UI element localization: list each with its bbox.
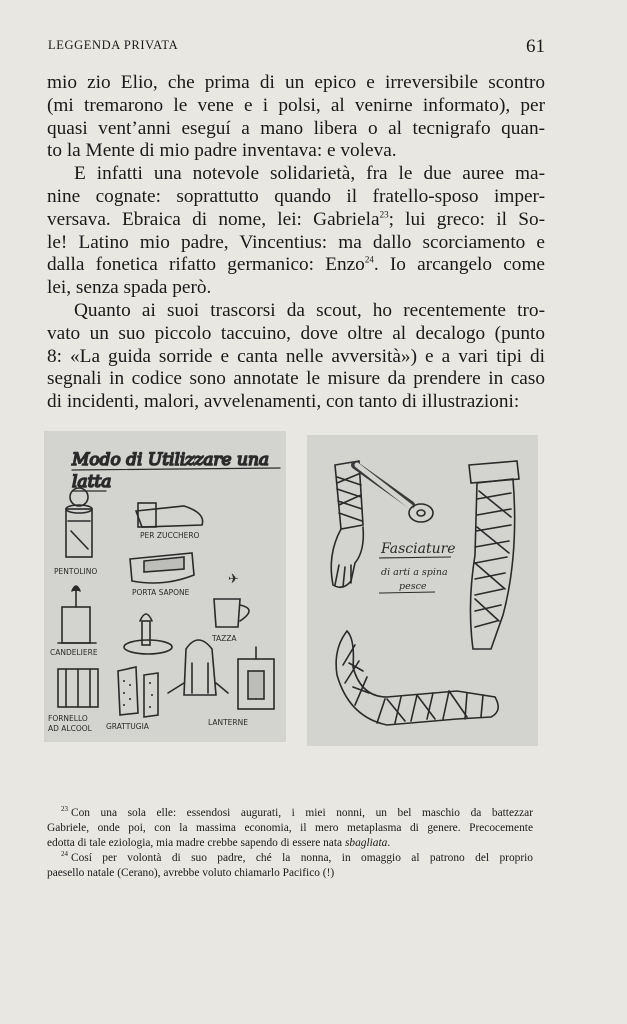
text-line	[47, 254, 545, 277]
text-line: mio zio Elio, che prima di un epico e irreversibile scontro	[47, 72, 545, 93]
text-line: to la Mente di mio padre inventava: e voleva.	[47, 140, 397, 162]
caption-di-arti: di arti a spina	[381, 567, 448, 578]
label-fornello: FORNELLO	[48, 714, 88, 723]
body-text	[47, 72, 545, 414]
text-line: 8: «La guida sorride e canta nelle avversità») e a vari tipi di	[47, 345, 545, 367]
footnote-23	[47, 806, 533, 821]
text-line: segnali in codice sono annotate le misure da prendere in caso	[47, 368, 545, 390]
footnote-text: Con una sola elle: essendosi augurati, i miei nonni, un bel maschio da battezzar	[71, 807, 533, 819]
label-tazza: TAZZA	[212, 634, 237, 643]
footnote-24	[47, 851, 533, 866]
footnote-ref-24[interactable]: 24	[364, 254, 374, 265]
running-title: LEGGENDA PRIVATA	[48, 38, 179, 52]
label-per-zucchero: PER ZUCCHERO	[140, 531, 200, 540]
svg-text:✈: ✈	[228, 571, 239, 586]
footnote-number-24: 24	[61, 850, 68, 859]
label-grattugia: GRATTUGIA	[106, 722, 149, 731]
footnote-ref-23[interactable]: 23	[379, 209, 389, 220]
illustration-bandaging	[307, 435, 538, 746]
footnote-number-23: 23	[61, 805, 68, 814]
figure-title-line2: latta	[72, 472, 112, 492]
text-line: di incidenti, malori, avvelenamenti, con tanto di illustrazioni:	[47, 391, 520, 413]
candlestick-drawing	[62, 607, 90, 643]
tin-can-drawing	[44, 431, 286, 742]
illustration-tin-can-uses	[44, 431, 286, 742]
candle-holder-drawing	[124, 640, 172, 654]
text-line: Quanto ai suoi trascorsi da scout, ho recentemente tro-	[74, 299, 545, 321]
text-line: nine cognate: soprattutto quando il fratello-sposo imper-	[47, 185, 545, 207]
pot-drawing	[66, 509, 92, 557]
grater-drawing	[118, 667, 138, 715]
footnote-text: .	[387, 837, 391, 849]
label-pentolino: PENTOLINO	[54, 567, 98, 576]
label-porta-sapone: PORTA SAPONE	[132, 588, 190, 597]
text-segment: dalla fonetica rifatto germanico: Enzo	[47, 254, 365, 276]
figure-title-line1: Modo di Utilizzare una	[72, 450, 270, 470]
footnote-text: Gabriele, onde poi, con la massima economia, il mero metaplasma di genere. Precocemente	[47, 822, 533, 834]
text-line: E infatti una notevole solidarietà, fra le due auree ma-	[74, 163, 545, 185]
footnote-emphasis: sbagliata	[344, 837, 388, 849]
sugar-scoop-drawing	[136, 506, 203, 527]
text-segment: versava. Ebraica di nome, lei: Gabriela	[47, 208, 380, 230]
bandaged-arm-drawing	[336, 631, 498, 725]
text-line	[47, 209, 545, 232]
footnotes	[47, 806, 533, 881]
text-line: le! Latino mio padre, Vincentius: ma dallo scorciamento e	[47, 231, 545, 253]
text-line: quasi vent’anni eseguí a mano libera o al tecnigrafo quan-	[47, 117, 545, 139]
bandaging-drawing	[307, 435, 538, 746]
footnote-line	[47, 836, 533, 851]
page-number: 61	[526, 36, 545, 57]
footnote-text: Cosí per volontà di suo padre, ché la nonna, in omaggio al patrono del proprio	[71, 852, 533, 864]
text-segment: . Io arcangelo come	[373, 254, 545, 276]
label-lanterne: LANTERNE	[208, 718, 248, 727]
caption-pesce: pesce	[399, 581, 427, 592]
footnote-text: paesello natale (Cerano), avrebbe voluto chiamarlo Pacifico (!)	[47, 867, 335, 879]
caption-fasciature: Fasciature	[381, 541, 456, 557]
cup-drawing	[214, 599, 240, 627]
text-segment: ; lui greco: il So-	[388, 208, 546, 230]
text-line: lei, senza spada però.	[47, 277, 212, 299]
label-candeliere: CANDELIERE	[50, 648, 98, 657]
footnote-text: edotta di tale eziologia, mia madre crebbe sapendo di essere nata	[47, 837, 345, 849]
text-line: (mi tremarono le vene e i polsi, al venirne informato), per	[47, 94, 545, 116]
text-line: vato un suo piccolo taccuino, dove oltre al decalogo (punto	[47, 322, 545, 344]
label-ad-alcool: AD ALCOOL	[48, 724, 92, 733]
hex-lantern-drawing	[184, 640, 216, 695]
